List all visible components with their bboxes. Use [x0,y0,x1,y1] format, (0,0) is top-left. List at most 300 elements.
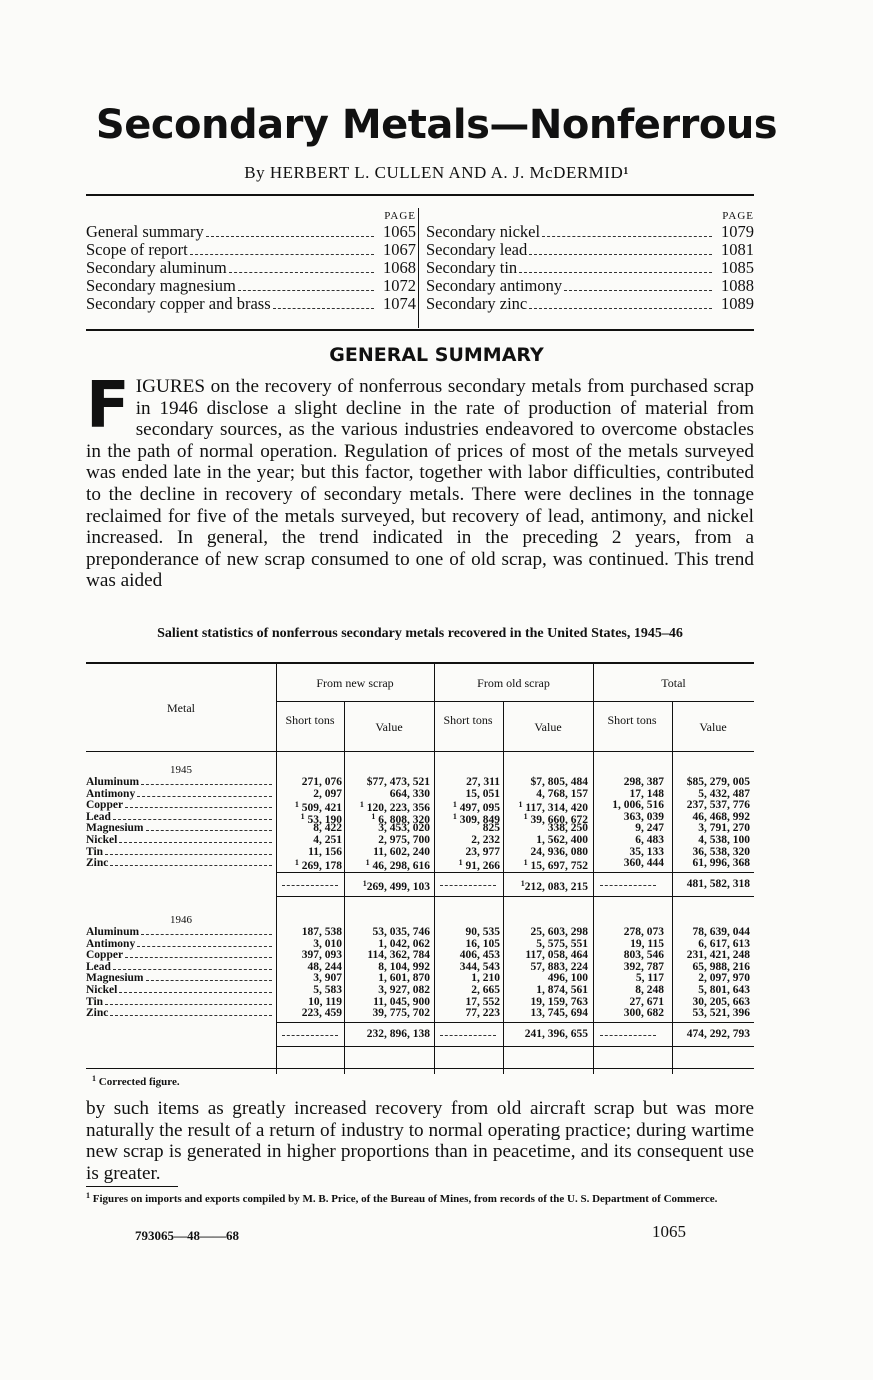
table-cell [676,788,750,800]
subtotal-rule [276,1022,754,1023]
cell-value: 269, 178 [301,860,342,873]
table-cell [676,961,750,973]
cell-value: 5, 583 [313,984,342,996]
contents-page-label: PAGE [384,210,416,222]
empty-dashes [282,885,338,886]
table-row [86,810,754,826]
footnote-mark: 1 [518,800,523,810]
contents-entry-page: 1079 [721,222,754,241]
contents-entry-name: General summary [86,222,204,241]
metal-name: Copper [86,799,124,812]
leader-dots [229,272,374,273]
table-cell [596,996,664,1008]
leader-dots [113,969,272,970]
leader-dots [125,807,272,808]
table-cell [676,822,750,834]
cell-value: $7, 805, 484 [530,776,588,788]
metal-name: Nickel [86,834,118,846]
cell-value: 271, 076 [301,776,342,788]
cell-value: 363, 039 [623,810,664,823]
contents-entry-name: Secondary tin [426,258,518,277]
footnote-mark: 1 [294,800,299,810]
table-cell [278,984,342,996]
cell-value: 5, 575, 551 [536,937,588,950]
cell-value: 509, 421 [301,802,342,815]
cell-value: 3, 453, 020 [378,822,430,835]
contents-entry [86,259,416,277]
cell-value: 53, 035, 746 [372,926,430,938]
table-cell [438,926,500,938]
cell-value: 497, 095 [459,802,500,815]
leader-dots [146,980,273,981]
page-footnote-mark: 1 [86,1191,90,1200]
page-footnote [86,1190,754,1205]
cell-value: 91, 266 [465,860,500,873]
contents-entry [86,241,416,259]
table-cell [278,996,342,1008]
table-row [86,926,754,938]
cell-value: 48, 244 [307,960,342,973]
table-cell [676,776,750,788]
leader-dots [105,1004,272,1005]
cell-value: 39, 775, 702 [372,1007,430,1020]
table-row [86,857,754,873]
cell-value: 19, 159, 763 [530,995,588,1008]
table-cell [438,938,500,950]
cell-value: 30, 205, 663 [692,995,750,1008]
leader-dots [137,946,272,947]
summary-paragraph [86,369,754,592]
table-cell [348,996,430,1008]
value-header: Value [375,720,403,734]
table-cell [278,961,342,973]
cell-value: 46, 298, 616 [372,860,430,873]
leader-dots [146,830,273,831]
total-cell [676,1028,750,1040]
table-cell [506,949,588,961]
table-cell [676,949,750,961]
cell-value: 2, 097 [313,787,342,800]
metal-name: Aluminum [86,776,140,788]
table-cell [506,788,588,800]
empty-dashes [440,1035,496,1036]
contents-entry-page: 1068 [383,258,416,277]
table-cell [506,984,588,996]
metal-header: Metal [167,701,195,715]
table-cell [506,926,588,938]
table-cell [348,846,430,858]
cell-value: 231, 421, 248 [686,949,750,962]
contents-entry-name: Scope of report [86,240,188,259]
cell-value: 392, 787 [623,960,664,973]
cell-value: 1, 042, 062 [378,937,430,950]
table-bottom-rule [86,1068,754,1069]
cell-value: 2, 665 [471,984,500,996]
cell-value: 11, 602, 240 [373,845,430,858]
table-row [86,834,754,846]
table-cell [676,938,750,950]
contents-right-column [426,210,754,313]
cell-value: 360, 444 [623,857,664,870]
total-header: Total [661,676,686,690]
cell-value: 19, 115 [630,937,664,950]
table-cell [596,949,664,961]
cell-value: 117, 314, 420 [525,802,588,815]
total-cell [676,878,750,890]
contents-entry-page: 1085 [721,258,754,277]
contents-entry-page: 1074 [383,294,416,313]
cell-value: 5, 801, 643 [698,984,750,996]
table-cell [348,1007,430,1019]
contents-bottom-rule [86,329,754,331]
table-cell [676,834,750,846]
cell-value: 474, 292, 793 [686,1027,750,1040]
leader-dots [519,272,712,273]
cell-value: 13, 745, 694 [530,1007,588,1020]
footnote-mark: 1 [294,858,299,868]
table-cell [506,996,588,1008]
cell-value: 78, 639, 044 [692,926,750,938]
cell-value: 1, 562, 400 [536,834,588,846]
footnote-mark: 1 [520,878,525,888]
cell-value: 8, 104, 992 [378,960,430,973]
cell-value: 8, 248 [635,984,664,996]
cell-value: 3, 791, 270 [698,822,750,835]
cell-value: 803, 546 [623,949,664,962]
leader-dots [238,290,374,291]
contents-entry-page: 1089 [721,294,754,313]
cell-value: 4, 251 [313,834,342,846]
cell-value: 10, 119 [308,995,342,1008]
cell-value: 24, 936, 080 [530,845,588,858]
cell-value: 2, 232 [471,834,500,846]
cell-value: 298, 387 [623,776,664,788]
cell-value: 27, 311 [466,776,500,788]
table-cell [596,972,664,984]
table-cell [506,822,588,834]
cell-value: 232, 896, 138 [366,1027,430,1040]
table-cell [596,938,664,950]
metal-name: Antimony [86,787,136,800]
old-scrap-header: From old scrap [477,676,550,690]
leader-dots [141,934,272,935]
metal-cell [86,822,274,834]
subtotal-bottom-rule [276,896,754,897]
footnote-mark: 1 [458,858,463,868]
table-cell [676,811,750,823]
page-number: 1065 [652,1222,686,1241]
metal-cell [86,938,274,950]
contents-entry [426,259,754,277]
cell-value: 90, 535 [465,926,500,938]
total-row [86,1028,754,1040]
table-cell [348,822,430,834]
leader-dots [190,254,374,255]
cell-value: 300, 682 [623,1007,664,1020]
cell-value: $77, 473, 521 [366,776,430,788]
cell-value: 27, 671 [629,995,664,1008]
metal-name: Nickel [86,984,118,996]
empty-dashes [600,885,656,886]
footnote-mark: 1 [523,811,528,821]
contents-entry [426,277,754,295]
cell-value: 114, 362, 784 [367,949,430,962]
footnote-rule [86,1186,178,1187]
table-footnote-text: Corrected figure. [98,1076,180,1088]
cell-value: 2, 975, 700 [378,834,430,846]
table-cell [348,776,430,788]
contents-entry [86,295,416,313]
table-cell [438,996,500,1008]
section-heading: GENERAL SUMMARY [329,344,544,366]
metal-cell [86,972,274,984]
contents-top-rule [86,194,754,196]
cell-value: 1, 874, 561 [536,984,588,996]
metal-name: Lead [86,960,111,973]
table-row [86,984,754,996]
table-cell [348,938,430,950]
cell-value: 39, 660, 672 [530,813,588,826]
metal-name: Tin [86,995,104,1008]
metal-cell [86,996,274,1008]
cell-value: 241, 396, 655 [524,1027,588,1040]
cell-value: 57, 883, 224 [530,960,588,973]
table-cell [438,857,500,872]
leader-dots [119,842,272,843]
footnote-mark: 1 [523,858,528,868]
cell-value: 25, 603, 298 [530,926,588,938]
total-cell [348,878,430,893]
short-tons-header: Short tons [607,713,657,727]
new-scrap-header: From new scrap [316,676,394,690]
short-tons-header: Short tons [285,713,335,727]
cell-value: 825 [482,822,500,835]
cell-value: 9, 247 [635,822,664,835]
cell-value: 5, 117 [635,972,664,985]
cell-value: 212, 083, 215 [524,880,588,893]
cell-value: 397, 093 [301,949,342,962]
metal-cell [86,811,274,823]
table-cell [438,961,500,973]
cell-value: 77, 223 [465,1007,500,1020]
table-cell [438,972,500,984]
contents-entry-page: 1088 [721,276,754,295]
cell-value: 1, 210 [471,972,500,985]
leader-dots [119,992,272,993]
table-row [86,776,754,788]
cell-value: 338, 250 [547,822,588,835]
table-cell [596,788,664,800]
subtotal-rule [276,872,754,873]
contents-divider [418,208,419,328]
table-cell [506,938,588,950]
cell-value: 11, 045, 900 [373,995,430,1008]
metal-name: Antimony [86,937,136,950]
metal-cell [86,788,274,800]
header-bottom-rule [86,751,754,752]
leader-dots [141,784,272,785]
table-cell [348,788,430,800]
contents-entry [426,241,754,259]
leader-dots [125,957,272,958]
table-cell [348,926,430,938]
contents-entry [86,277,416,295]
metal-name: Magnesium [86,972,144,985]
table-cell [676,972,750,984]
footnote-mark: 1 [365,858,370,868]
table-cell [438,834,500,846]
table-cell [676,984,750,996]
footnote-mark: 1 [452,800,457,810]
table-row [86,846,754,858]
leader-dots [110,865,272,866]
year-label: 1946 [170,914,192,926]
table-cell [506,857,588,872]
cell-value: 120, 223, 356 [366,802,430,815]
cell-value: 1, 006, 516 [612,799,664,812]
table-row [86,1007,754,1019]
table-cell [596,1007,664,1019]
cell-value: 11, 156 [308,845,342,858]
table-cell [676,857,750,869]
table-cell [278,949,342,961]
contents-entry-name: Secondary magnesium [86,276,236,295]
contents-entry [426,295,754,313]
table-cell [506,972,588,984]
continuation-paragraph: by such items as greatly increased recovery from old aircraft scrap but was more naturally the result of a return of industry to normal operating practice; during wartime new scrap is generated in higher proportions than in peacetime, and its consequent use is greater. [86,1098,754,1184]
table-cell [348,834,430,846]
metal-cell [86,1007,274,1019]
table-cell [596,926,664,938]
contents-entry-page: 1067 [383,240,416,259]
leader-dots [113,819,272,820]
table-cell [596,811,664,823]
table-row [86,961,754,973]
metal-cell [86,926,274,938]
table-cell [596,857,664,869]
metal-cell [86,834,274,846]
leader-dots [273,308,374,309]
table-cell [348,857,430,872]
table-cell [348,984,430,996]
cell-value: 3, 927, 082 [378,984,430,996]
contents-entry [86,223,416,241]
metal-cell [86,799,274,811]
table-cell [438,984,500,996]
contents-entry-page: 1081 [721,240,754,259]
table-cell [676,1007,750,1019]
cell-value: 1, 601, 870 [378,972,430,985]
metal-cell [86,949,274,961]
contents-page-label: PAGE [722,210,754,222]
contents-entry-name: Secondary zinc [426,294,528,313]
table-title: Salient statistics of nonferrous secondary metals recovered in the United States, 1945–46 [157,626,683,641]
table-row [86,949,754,961]
table-cell [676,926,750,938]
table-cell [438,949,500,961]
table-cell [596,822,664,834]
cell-value: 65, 988, 216 [692,960,750,973]
footnote-mark: 1 [371,811,376,821]
cell-value: 17, 552 [465,995,500,1008]
cell-value: 223, 459 [301,1007,342,1020]
table-footnote [92,1074,180,1088]
subtotal-bottom-rule [276,1046,754,1047]
value-header: Value [534,720,562,734]
contents-entry [426,223,754,241]
contents-entry-name: Secondary antimony [426,276,563,295]
contents-entry-page: 1065 [383,222,416,241]
cell-value: 344, 543 [459,960,500,973]
table-cell [278,972,342,984]
leader-dots [206,236,374,237]
cell-value: 4, 538, 100 [698,834,750,846]
table-top-rule [86,662,754,664]
leader-dots [529,308,712,309]
table-cell [348,961,430,973]
metal-cell [86,846,274,858]
cell-value: $85, 279, 005 [686,776,750,788]
leader-dots [137,796,272,797]
table-cell [438,776,500,788]
cell-value: 3, 907 [313,972,342,985]
table-cell [278,834,342,846]
table-cell [278,776,342,788]
cell-value: 6, 617, 613 [698,937,750,950]
cell-value: 481, 582, 318 [686,877,750,890]
cell-value: 496, 100 [547,972,588,985]
page-title: Secondary Metals—Nonferrous [95,102,778,148]
summary-paragraph-text: IGURES on the recovery of nonferrous secondary metals from purchased scrap in 1946 disclose a slight decline in the rate of production of material from secondary sources, as the various industries endeavored to overcome obstacles in the path of normal operation. Regulation of prices of most of the metals surveyed was ended late in the year; but this factor, together with labor difficulties, contributed to the decline in recovery of secondary metals. There were declines in the tonnage reclaimed for five of the metals surveyed, but recovery of lead, antimony, and nickel increased. In general, the trend indicated in the preceding 2 years, from a preponderance of new scrap consumed to one of old scrap, was continued. This trend was aided [86,376,754,592]
cell-value: 664, 330 [389,787,430,800]
cell-value: 406, 453 [459,949,500,962]
drop-cap: F [86,369,130,443]
metal-name: Lead [86,810,111,823]
cell-value: 15, 697, 752 [530,860,588,873]
metal-cell [86,961,274,973]
short-tons-header: Short tons [443,713,493,727]
footnote-mark: 1 [452,811,457,821]
table-cell [278,1007,342,1019]
table-cell [278,926,342,938]
byline-footnote-mark: 1 [623,166,629,177]
contents-entry-page: 1072 [383,276,416,295]
cell-value: 3, 010 [313,937,342,950]
cell-value: 53, 521, 396 [692,1007,750,1020]
footnote-mark: 1 [300,811,305,821]
empty-dashes [600,1035,656,1036]
cell-value: 6, 808, 320 [378,813,430,826]
table-row [86,996,754,1008]
table-row [86,788,754,800]
table-cell [676,846,750,858]
metal-name: Tin [86,845,104,858]
table-cell [438,822,500,834]
table-row [86,938,754,950]
cell-value: 8, 422 [313,822,342,835]
empty-dashes [440,885,496,886]
metal-cell [86,857,274,869]
contents-entry-name: Secondary lead [426,240,528,259]
table-cell [596,846,664,858]
metal-name: Zinc [86,1007,109,1020]
leader-dots [564,290,712,291]
metal-name: Zinc [86,857,109,870]
empty-dashes [282,1035,338,1036]
cell-value: 53, 190 [307,813,342,826]
table-cell [438,846,500,858]
table-cell [348,949,430,961]
